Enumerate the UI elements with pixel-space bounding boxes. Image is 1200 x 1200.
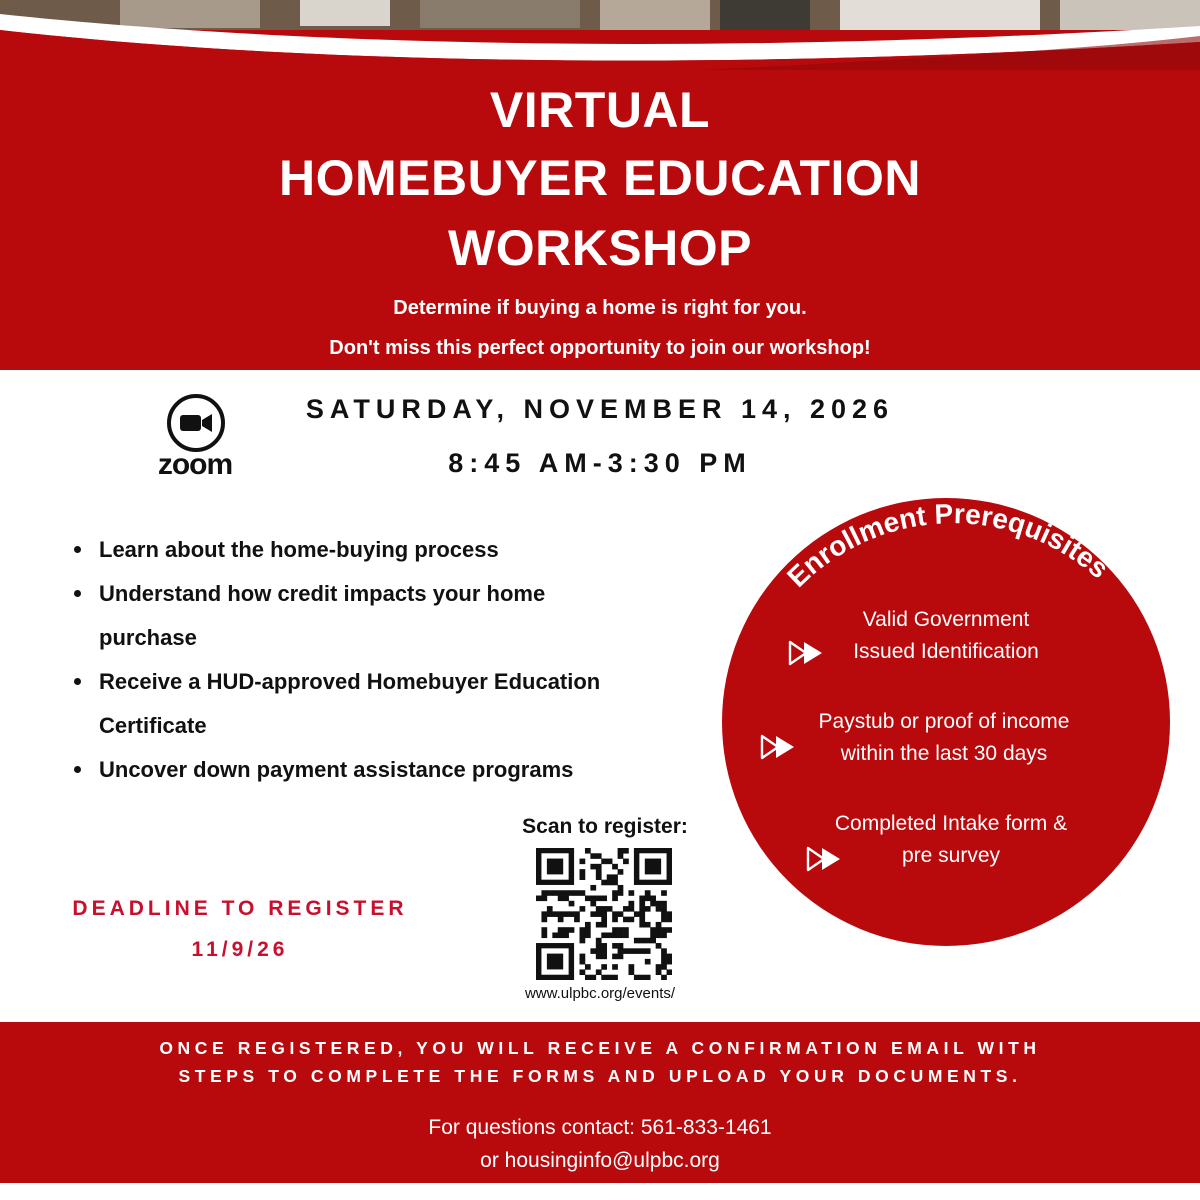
house-photo-strip (0, 0, 1200, 70)
prerequisite-text: Completed Intake form & (834, 812, 1068, 835)
double-play-arrow-icon (788, 640, 828, 666)
qr-code-icon[interactable] (536, 848, 672, 980)
benefit-item (72, 528, 692, 572)
bullet-dot (74, 766, 81, 773)
benefit-text: Understand how credit impacts your home (99, 581, 546, 606)
zoom-label: zoom (157, 448, 233, 481)
double-play-arrow-icon (806, 846, 846, 872)
deadline-date: 11/9/26 (191, 938, 289, 961)
prerequisite-item (780, 706, 1108, 770)
subtitle-line-1: Determine if buying a home is right for you. (393, 297, 807, 319)
benefit-item (72, 748, 692, 792)
benefit-item (72, 660, 692, 748)
benefit-text: Uncover down payment assistance programs (99, 757, 574, 782)
bullet-dot (74, 678, 81, 685)
subtitle-line-2: Don't miss this perfect opportunity to join our workshop! (329, 337, 871, 359)
bullet-dot (74, 590, 81, 597)
contact-phone: For questions contact: 561-833-1461 (428, 1116, 772, 1139)
prerequisite-text: Valid Government (862, 608, 1030, 631)
prerequisite-item (826, 604, 1066, 668)
prerequisites-circle (722, 498, 1170, 946)
benefits-list (72, 528, 692, 792)
prerequisite-text-continued: pre survey (901, 844, 1001, 867)
prerequisite-item (806, 808, 1096, 872)
bullet-dot (74, 546, 81, 553)
title-line-3: WORKSHOP (448, 220, 752, 276)
title-line-1: VIRTUAL (489, 82, 711, 138)
confirmation-notice-line-1: ONCE REGISTERED, YOU WILL RECEIVE A CONFIRMATION EMAIL WITH (159, 1038, 1041, 1058)
prerequisite-text: Paystub or proof of income (818, 710, 1070, 733)
benefit-text-continued: Certificate (99, 713, 207, 738)
prerequisites-title: Enrollment Prerequisites (781, 498, 1115, 593)
footer-banner (0, 1022, 1200, 1183)
prerequisite-text-continued: within the last 30 days (840, 742, 1048, 765)
scan-label: Scan to register: (522, 815, 688, 838)
benefit-text: Receive a HUD-approved Homebuyer Education (99, 669, 601, 694)
benefit-text: Learn about the home-buying process (99, 537, 499, 562)
contact-email[interactable]: or housinginfo@ulpbc.org (480, 1149, 720, 1172)
title-line-2: HOMEBUYER EDUCATION (279, 150, 921, 206)
registration-url[interactable]: www.ulpbc.org/events/ (524, 985, 676, 1002)
deadline-label: DEADLINE TO REGISTER (72, 897, 408, 920)
prerequisite-text-continued: Issued Identification (853, 640, 1039, 663)
confirmation-notice-line-2: STEPS TO COMPLETE THE FORMS AND UPLOAD YOUR DOCUMENTS. (178, 1066, 1022, 1086)
benefit-text-continued: purchase (99, 625, 197, 650)
double-play-arrow-icon (760, 734, 800, 760)
benefit-item (72, 572, 692, 660)
svg-text:Enrollment Prerequisites (781, 498, 1114, 593)
event-date: SATURDAY, NOVEMBER 14, 2026 (305, 394, 895, 424)
event-time: 8:45 AM-3:30 PM (448, 448, 752, 478)
header-banner (0, 0, 1200, 370)
